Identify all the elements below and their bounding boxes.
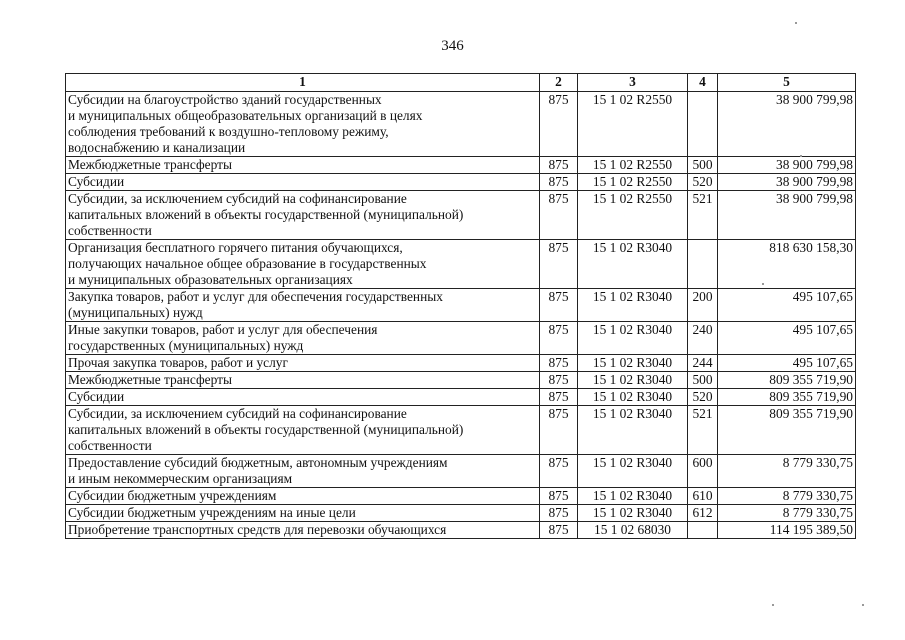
row-amount: 38 900 799,98 <box>718 191 856 240</box>
row-target-article: 15 1 02 R2550 <box>578 174 688 191</box>
column-header-expense-type: 4 <box>688 74 718 92</box>
row-description: Предоставление субсидий бюджетным, автономным учреждениям и иным некоммерческим организациям <box>66 455 540 488</box>
table-row <box>66 455 856 488</box>
row-amount: 8 779 330,75 <box>718 488 856 505</box>
scan-speck <box>800 155 802 157</box>
scan-speck <box>795 22 797 24</box>
table-row <box>66 505 856 522</box>
row-amount: 114 195 389,50 <box>718 522 856 539</box>
row-amount: 495 107,65 <box>718 322 856 355</box>
row-expense-type <box>688 92 718 157</box>
row-target-article: 15 1 02 68030 <box>578 522 688 539</box>
column-header-amount: 5 <box>718 74 856 92</box>
row-target-article: 15 1 02 R2550 <box>578 92 688 157</box>
column-header-admin: 2 <box>540 74 578 92</box>
row-target-article: 15 1 02 R3040 <box>578 488 688 505</box>
row-admin-code: 875 <box>540 174 578 191</box>
table-row <box>66 355 856 372</box>
row-admin-code: 875 <box>540 455 578 488</box>
row-amount: 809 355 719,90 <box>718 372 856 389</box>
row-amount: 8 779 330,75 <box>718 455 856 488</box>
row-amount: 809 355 719,90 <box>718 406 856 455</box>
table-body <box>66 92 856 539</box>
row-expense-type <box>688 522 718 539</box>
row-description: Закупка товаров, работ и услуг для обеспечения государственных (муниципальных) нужд <box>66 289 540 322</box>
row-description: Межбюджетные трансферты <box>66 157 540 174</box>
row-description: Субсидии <box>66 389 540 406</box>
table-row <box>66 372 856 389</box>
row-description: Организация бесплатного горячего питания обучающихся, получающих начальное общее образование в государственных и муниципальных образовательных организациях <box>66 240 540 289</box>
row-target-article: 15 1 02 R3040 <box>578 406 688 455</box>
table-row <box>66 92 856 157</box>
row-expense-type: 500 <box>688 157 718 174</box>
row-admin-code: 875 <box>540 355 578 372</box>
row-admin-code: 875 <box>540 191 578 240</box>
row-target-article: 15 1 02 R3040 <box>578 289 688 322</box>
scan-speck <box>772 604 774 606</box>
table-row <box>66 174 856 191</box>
row-amount: 38 900 799,98 <box>718 157 856 174</box>
row-target-article: 15 1 02 R3040 <box>578 355 688 372</box>
table-row <box>66 522 856 539</box>
row-amount: 8 779 330,75 <box>718 505 856 522</box>
table-row <box>66 322 856 355</box>
row-amount: 495 107,65 <box>718 289 856 322</box>
page-number: 346 <box>441 38 464 54</box>
row-target-article: 15 1 02 R3040 <box>578 505 688 522</box>
row-amount: 818 630 158,30 <box>718 240 856 289</box>
row-admin-code: 875 <box>540 522 578 539</box>
row-expense-type: 240 <box>688 322 718 355</box>
row-expense-type: 500 <box>688 372 718 389</box>
table-row <box>66 240 856 289</box>
row-admin-code: 875 <box>540 389 578 406</box>
row-expense-type: 520 <box>688 174 718 191</box>
column-header-name: 1 <box>66 74 540 92</box>
row-expense-type: 612 <box>688 505 718 522</box>
table-header-row <box>66 74 856 92</box>
table-row <box>66 389 856 406</box>
row-admin-code: 875 <box>540 157 578 174</box>
row-description: Прочая закупка товаров, работ и услуг <box>66 355 540 372</box>
scan-speck <box>762 283 764 285</box>
row-admin-code: 875 <box>540 322 578 355</box>
row-expense-type: 600 <box>688 455 718 488</box>
table-row <box>66 191 856 240</box>
row-description: Субсидии <box>66 174 540 191</box>
row-target-article: 15 1 02 R3040 <box>578 322 688 355</box>
row-admin-code: 875 <box>540 505 578 522</box>
row-target-article: 15 1 02 R2550 <box>578 191 688 240</box>
row-description: Иные закупки товаров, работ и услуг для обеспечения государственных (муниципальных) нужд <box>66 322 540 355</box>
row-description: Приобретение транспортных средств для перевозки обучающихся <box>66 522 540 539</box>
row-description: Субсидии, за исключением субсидий на софинансирование капитальных вложений в объекты государственной (муниципальной) собственности <box>66 406 540 455</box>
row-description: Межбюджетные трансферты <box>66 372 540 389</box>
row-expense-type: 521 <box>688 406 718 455</box>
table-row <box>66 289 856 322</box>
table-row <box>66 488 856 505</box>
row-description: Субсидии, за исключением субсидий на софинансирование капитальных вложений в объекты государственной (муниципальной) собственности <box>66 191 540 240</box>
scan-speck <box>862 604 864 606</box>
row-admin-code: 875 <box>540 488 578 505</box>
row-admin-code: 875 <box>540 372 578 389</box>
row-amount: 38 900 799,98 <box>718 174 856 191</box>
row-expense-type: 610 <box>688 488 718 505</box>
row-expense-type: 521 <box>688 191 718 240</box>
row-description: Субсидии бюджетным учреждениям на иные цели <box>66 505 540 522</box>
row-amount: 809 355 719,90 <box>718 389 856 406</box>
row-expense-type: 244 <box>688 355 718 372</box>
column-header-target-article: 3 <box>578 74 688 92</box>
row-description: Субсидии бюджетным учреждениям <box>66 488 540 505</box>
row-admin-code: 875 <box>540 240 578 289</box>
table-row <box>66 406 856 455</box>
row-target-article: 15 1 02 R3040 <box>578 455 688 488</box>
row-admin-code: 875 <box>540 289 578 322</box>
row-admin-code: 875 <box>540 406 578 455</box>
row-description: Субсидии на благоустройство зданий государственных и муниципальных общеобразовательных организаций в целях соблюдения требований к воздушно-тепловому режиму, водоснабжению и канализации <box>66 92 540 157</box>
row-expense-type: 200 <box>688 289 718 322</box>
row-expense-type: 520 <box>688 389 718 406</box>
row-target-article: 15 1 02 R3040 <box>578 240 688 289</box>
table-row <box>66 157 856 174</box>
row-admin-code: 875 <box>540 92 578 157</box>
row-amount: 38 900 799,98 <box>718 92 856 157</box>
row-target-article: 15 1 02 R3040 <box>578 372 688 389</box>
budget-table <box>65 73 856 539</box>
row-expense-type <box>688 240 718 289</box>
row-amount: 495 107,65 <box>718 355 856 372</box>
row-target-article: 15 1 02 R3040 <box>578 389 688 406</box>
row-target-article: 15 1 02 R2550 <box>578 157 688 174</box>
